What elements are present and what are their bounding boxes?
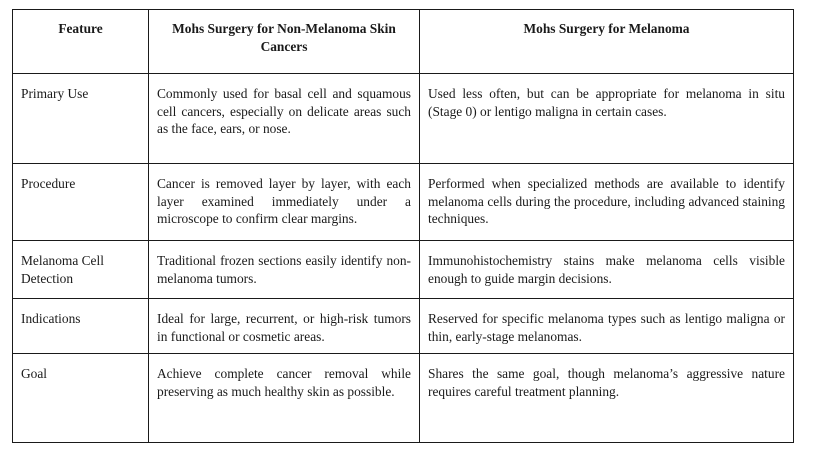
header-row xyxy=(13,10,794,74)
table-row xyxy=(13,241,794,299)
header-non-melanoma: Mohs Surgery for Non-Melanoma Skin Cancers xyxy=(149,10,420,74)
non-melanoma-cell: Traditional frozen sections easily identify non-melanoma tumors. xyxy=(149,241,420,299)
non-melanoma-cell: Achieve complete cancer removal while preserving as much healthy skin as possible. xyxy=(149,354,420,443)
feature-cell: Procedure xyxy=(13,164,149,241)
melanoma-cell: Used less often, but can be appropriate for melanoma in situ (Stage 0) or lentigo maligna in certain cases. xyxy=(420,74,794,164)
table-row xyxy=(13,164,794,241)
feature-cell: Primary Use xyxy=(13,74,149,164)
feature-cell: Melanoma Cell Detection xyxy=(13,241,149,299)
header-melanoma: Mohs Surgery for Melanoma xyxy=(420,10,794,74)
melanoma-cell: Reserved for specific melanoma types such as lentigo maligna or thin, early-stage melanomas. xyxy=(420,299,794,354)
comparison-table xyxy=(12,9,794,443)
table-row xyxy=(13,299,794,354)
non-melanoma-cell: Ideal for large, recurrent, or high-risk tumors in functional or cosmetic areas. xyxy=(149,299,420,354)
non-melanoma-cell: Cancer is removed layer by layer, with each layer examined immediately under a microscope to confirm clear margins. xyxy=(149,164,420,241)
table-row xyxy=(13,354,794,443)
feature-cell: Indications xyxy=(13,299,149,354)
header-feature: Feature xyxy=(13,10,149,74)
non-melanoma-cell: Commonly used for basal cell and squamous cell cancers, especially on delicate areas such as the face, ears, or nose. xyxy=(149,74,420,164)
melanoma-cell: Performed when specialized methods are available to identify melanoma cells during the procedure, including advanced staining techniques. xyxy=(420,164,794,241)
melanoma-cell: Shares the same goal, though melanoma’s aggressive nature requires careful treatment planning. xyxy=(420,354,794,443)
table-row xyxy=(13,74,794,164)
feature-cell: Goal xyxy=(13,354,149,443)
melanoma-cell: Immunohistochemistry stains make melanoma cells visible enough to guide margin decisions. xyxy=(420,241,794,299)
